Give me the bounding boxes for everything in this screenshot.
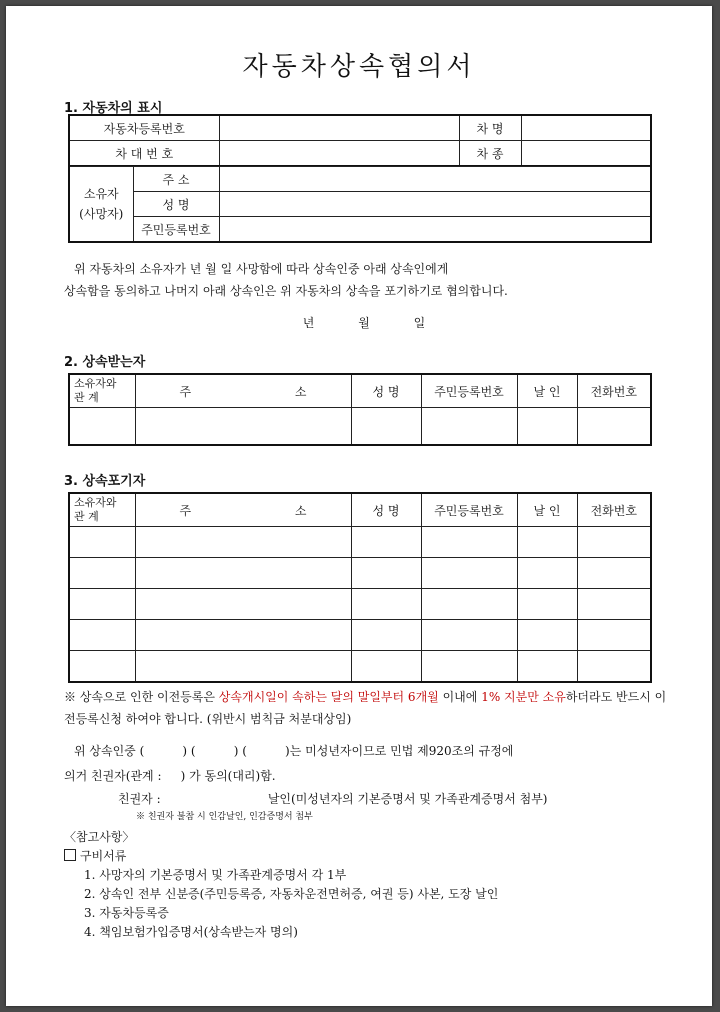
address-field[interactable] <box>135 558 351 589</box>
docs-label: 구비서류 <box>80 849 127 863</box>
relation-field[interactable] <box>69 408 135 446</box>
owner-name-field[interactable] <box>219 192 651 217</box>
phone-field[interactable] <box>577 408 651 446</box>
vehicle-table <box>68 114 652 167</box>
car-type-field[interactable] <box>521 141 651 167</box>
col-id: 주민등록번호 <box>421 374 517 408</box>
owner-label-2: (사망자) <box>79 207 124 221</box>
id-field[interactable] <box>421 558 517 589</box>
address-field[interactable] <box>135 620 351 651</box>
col-phone: 전화번호 <box>577 493 651 527</box>
agreement-paragraph <box>64 258 664 302</box>
name-field[interactable] <box>351 620 421 651</box>
owner-id-label: 주민등록번호 <box>133 217 219 243</box>
reg-no-label: 자동차등록번호 <box>69 115 219 141</box>
owner-id-field[interactable] <box>219 217 651 243</box>
table-row <box>69 558 651 589</box>
docs-item: 3. 자동차등록증 <box>84 906 169 920</box>
owner-name-label: 성 명 <box>133 192 219 217</box>
col-phone: 전화번호 <box>577 374 651 408</box>
notice-text <box>64 686 674 730</box>
table-row <box>69 408 651 446</box>
notice-mid: 이내에 <box>442 690 478 704</box>
owner-table <box>68 166 652 243</box>
reg-no-field[interactable] <box>219 115 459 141</box>
relation-field[interactable] <box>69 620 135 651</box>
name-field[interactable] <box>351 527 421 558</box>
guardian-note: ※ 친권자 불참 시 인감날인, 인감증명서 첨부 <box>136 812 313 822</box>
col-name: 성 명 <box>351 493 421 527</box>
seal-field[interactable] <box>517 527 577 558</box>
notice-prefix: ※ 상속으로 인한 이전등록은 <box>64 690 215 704</box>
guardian-seal: 날인(미성년자의 기본증명서 및 가족관계증명서 첨부) <box>267 792 548 806</box>
car-type-label: 차 종 <box>459 141 521 167</box>
docs-item: 4. 책임보험가입증명서(상속받는자 명의) <box>84 925 298 939</box>
notice-red-share: 1% 지분만 소유 <box>481 690 566 704</box>
phone-field[interactable] <box>577 651 651 683</box>
date-line: 년 월 일 <box>302 316 426 330</box>
docs-item: 1. 사망자의 기본증명서 및 가족관계증명서 각 1부 <box>84 868 347 882</box>
phone-field[interactable] <box>577 527 651 558</box>
section2-heading: 2. 상속받는자 <box>64 355 146 370</box>
table-row <box>69 651 651 683</box>
table-row <box>69 527 651 558</box>
docs-item: 2. 상속인 전부 신분증(주민등록증, 자동차운전면허증, 여권 등) 사본, 도장 날인 <box>84 887 499 901</box>
col-name: 성 명 <box>351 374 421 408</box>
minor-paragraph <box>64 739 674 789</box>
section3-heading: 3. 상속포기자 <box>64 474 146 489</box>
id-field[interactable] <box>421 527 517 558</box>
car-name-label: 차 명 <box>459 115 521 141</box>
table-row <box>69 589 651 620</box>
address-field[interactable] <box>135 408 351 446</box>
relation-field[interactable] <box>69 527 135 558</box>
col-address: 주 소 <box>135 493 351 527</box>
seal-field[interactable] <box>517 651 577 683</box>
relation-field[interactable] <box>69 589 135 620</box>
name-field[interactable] <box>351 408 421 446</box>
phone-field[interactable] <box>577 589 651 620</box>
agreement-line-1: 위 자동차의 소유자가 년 월 일 사망함에 따라 상속인중 아래 상속인에게 <box>74 262 449 276</box>
reference-heading: 〈참고사항〉 <box>64 830 135 844</box>
owner-address-label: 주 소 <box>133 167 219 192</box>
table-row <box>69 620 651 651</box>
id-field[interactable] <box>421 651 517 683</box>
col-relation: 소유자와 관 계 <box>69 374 135 408</box>
name-field[interactable] <box>351 651 421 683</box>
col-relation: 소유자와 관 계 <box>69 493 135 527</box>
vin-field[interactable] <box>219 141 459 167</box>
reference-section <box>64 828 664 942</box>
owner-label <box>69 167 133 243</box>
name-field[interactable] <box>351 589 421 620</box>
car-name-field[interactable] <box>521 115 651 141</box>
checkbox-icon[interactable] <box>64 849 76 861</box>
guardian-label: 친권자 : <box>118 792 161 806</box>
section1-heading: 1. 자동차의 표시 <box>64 101 163 116</box>
minor-line-2: 의거 친권자(관계 : ) 가 동의(대리)함. <box>64 769 276 783</box>
seal-field[interactable] <box>517 589 577 620</box>
name-field[interactable] <box>351 558 421 589</box>
id-field[interactable] <box>421 620 517 651</box>
heir-table <box>68 373 652 446</box>
vin-label: 차 대 번 호 <box>69 141 219 167</box>
col-id: 주민등록번호 <box>421 493 517 527</box>
minor-line-1: 위 상속인중 ( ) ( ) ( )는 미성년자이므로 민법 제920조의 규정에 <box>74 744 514 758</box>
relation-field[interactable] <box>69 558 135 589</box>
page-title: 자동차상속협의서 <box>242 52 476 82</box>
id-field[interactable] <box>421 408 517 446</box>
seal-field[interactable] <box>517 408 577 446</box>
phone-field[interactable] <box>577 620 651 651</box>
seal-field[interactable] <box>517 558 577 589</box>
address-field[interactable] <box>135 651 351 683</box>
docs-label-row <box>64 847 664 866</box>
document-page <box>6 6 712 1006</box>
notice-red-period: 상속개시일이 속하는 달의 말일부터 6개월 <box>218 690 439 704</box>
address-field[interactable] <box>135 589 351 620</box>
seal-field[interactable] <box>517 620 577 651</box>
col-seal: 날 인 <box>517 374 577 408</box>
col-seal: 날 인 <box>517 493 577 527</box>
phone-field[interactable] <box>577 558 651 589</box>
notice-suffix: 하더라도 반드시 이전등록신청 하여야 합니다. (위반시 범칙금 처분대상임) <box>64 690 667 726</box>
relation-field[interactable] <box>69 651 135 683</box>
waiver-table <box>68 492 652 683</box>
col-address: 주 소 <box>135 374 351 408</box>
address-field[interactable] <box>135 527 351 558</box>
owner-address-field[interactable] <box>219 167 651 192</box>
id-field[interactable] <box>421 589 517 620</box>
agreement-line-2: 상속함을 동의하고 나머지 아래 상속인은 위 자동차의 상속을 포기하기로 협의합니다. <box>64 284 508 298</box>
owner-label-1: 소유자 <box>83 187 119 201</box>
